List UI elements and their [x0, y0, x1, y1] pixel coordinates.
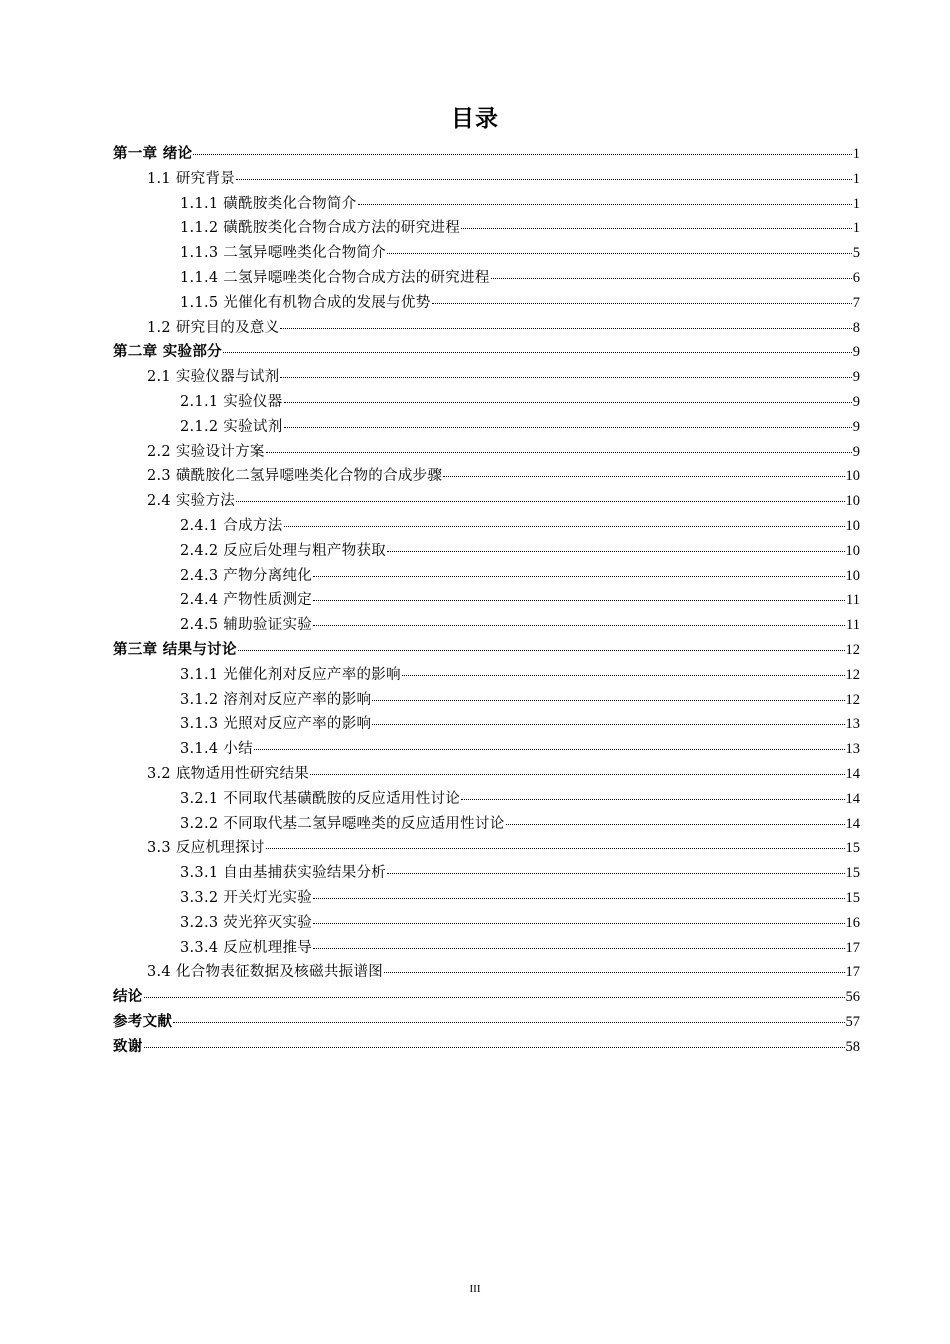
- toc-entry-page-number: 12: [845, 666, 860, 683]
- toc-entry-label: 3.3.2 开关灯光实验: [180, 889, 313, 906]
- toc-entry-label: 2.4.3 产物分离纯化: [180, 567, 313, 584]
- toc-entry-label: 3.1.3 光照对反应产率的影响: [180, 716, 372, 733]
- toc-dot-leader: [144, 996, 845, 998]
- toc-entry-label: 1.1 研究背景: [147, 170, 236, 187]
- toc-dot-leader: [506, 823, 845, 825]
- toc-dot-leader: [254, 748, 845, 750]
- toc-entry-page-number: 12: [845, 691, 860, 708]
- page-title: 目录: [451, 106, 499, 132]
- toc-subsection-entry[interactable]: [113, 588, 860, 613]
- toc-dot-leader: [310, 773, 844, 775]
- toc-dot-leader: [384, 971, 844, 973]
- toc-entry-page-number: 13: [845, 741, 860, 758]
- toc-subsection-entry[interactable]: [113, 539, 860, 564]
- toc-dot-leader: [313, 947, 844, 949]
- toc-entry-label: 2.1.1 实验仪器: [180, 393, 283, 410]
- toc-dot-leader: [193, 153, 851, 155]
- toc-subsection-entry[interactable]: [113, 936, 860, 961]
- toc-entry-label: 2.4.4 产物性质测定: [180, 592, 313, 609]
- toc-entry-page-number: 1: [852, 220, 860, 237]
- toc-entry-page-number: 1: [852, 170, 860, 187]
- toc-entry-page-number: 10: [845, 542, 860, 559]
- toc-entry-label: 2.4.1 合成方法: [180, 517, 283, 534]
- toc-entry-page-number: 12: [845, 641, 860, 658]
- toc-subsection-entry[interactable]: [113, 564, 860, 589]
- toc-subsection-entry[interactable]: [113, 861, 860, 886]
- toc-entry-page-number: 10: [845, 468, 860, 485]
- toc-dot-leader: [387, 550, 844, 552]
- toc-entry-label: 2.1 实验仪器与试剂: [147, 369, 280, 386]
- toc-dot-leader: [461, 798, 844, 800]
- toc-dot-leader: [313, 624, 845, 626]
- toc-entry-page-number: 17: [845, 939, 860, 956]
- toc-chapter-entry[interactable]: [113, 340, 860, 365]
- toc-entry-label: 1.2 研究目的及意义: [147, 319, 280, 336]
- toc-dot-leader: [284, 401, 852, 403]
- toc-dot-leader: [358, 203, 852, 205]
- toc-entry-page-number: 9: [852, 369, 860, 386]
- toc-subsection-entry[interactable]: [113, 216, 860, 241]
- toc-dot-leader: [313, 922, 844, 924]
- toc-section-entry[interactable]: [113, 167, 860, 192]
- toc-dot-leader: [443, 475, 844, 477]
- toc-dot-leader: [236, 178, 852, 180]
- toc-entry-label: 致谢: [113, 1038, 143, 1055]
- toc-dot-leader: [280, 327, 851, 329]
- toc-dot-leader: [402, 674, 845, 676]
- toc-entry-page-number: 9: [852, 344, 860, 361]
- toc-subsection-entry[interactable]: [113, 266, 860, 291]
- toc-subsection-entry[interactable]: [113, 192, 860, 217]
- toc-entry-label: 3.1.1 光催化剂对反应产率的影响: [180, 666, 401, 683]
- toc-section-entry[interactable]: [113, 365, 860, 390]
- toc-section-entry[interactable]: [113, 440, 860, 465]
- toc-entry-label: 第一章 绪论: [113, 146, 193, 162]
- toc-dot-leader: [432, 302, 852, 304]
- toc-entry-label: 1.1.4 二氢异噁唑类化合物合成方法的研究进程: [180, 269, 490, 286]
- toc-entry-page-number: 56: [845, 989, 860, 1006]
- toc-entry-label: 3.3.4 反应机理推导: [180, 939, 313, 956]
- toc-subsection-entry[interactable]: [113, 663, 860, 688]
- toc-dot-leader: [284, 525, 845, 527]
- toc-entry-label: 3.2 底物适用性研究结果: [147, 765, 310, 782]
- toc-entry-label: 3.2.2 不同取代基二氢异噁唑类的反应适用性讨论: [180, 815, 505, 832]
- toc-entry-label: 1.1.1 磺酰胺类化合物简介: [180, 195, 357, 212]
- toc-section-entry[interactable]: [113, 836, 860, 861]
- toc-entry-label: 2.3 磺酰胺化二氢异噁唑类化合物的合成步骤: [147, 468, 443, 485]
- toc-dot-leader: [238, 649, 845, 651]
- toc-entry-label: 2.4.5 辅助验证实验: [180, 617, 313, 634]
- toc-chapter-entry[interactable]: [113, 1010, 860, 1035]
- toc-dot-leader: [266, 847, 845, 849]
- toc-entry-label: 2.4.2 反应后处理与粗产物获取: [180, 542, 387, 559]
- toc-section-entry[interactable]: [113, 489, 860, 514]
- toc-chapter-entry[interactable]: [113, 142, 860, 167]
- toc-dot-leader: [461, 227, 852, 229]
- toc-subsection-entry[interactable]: [113, 911, 860, 936]
- toc-subsection-entry[interactable]: [113, 712, 860, 737]
- toc-entry-label: 3.2.1 不同取代基磺酰胺的反应适用性讨论: [180, 790, 461, 807]
- toc-entry-label: 2.4 实验方法: [147, 493, 236, 510]
- toc-dot-leader: [491, 277, 852, 279]
- toc-subsection-entry[interactable]: [113, 291, 860, 316]
- toc-entry-label: 3.2.3 荧光猝灭实验: [180, 914, 313, 931]
- toc-entry-page-number: 1: [852, 195, 860, 212]
- toc-entry-page-number: 10: [845, 493, 860, 510]
- toc-entry-label: 第三章 结果与讨论: [113, 641, 237, 658]
- toc-entry-page-number: 15: [845, 840, 860, 857]
- toc-entry-page-number: 14: [845, 790, 860, 807]
- toc-dot-leader: [387, 872, 844, 874]
- toc-entry-label: 3.3.1 自由基捕获实验结果分析: [180, 865, 387, 882]
- toc-chapter-entry[interactable]: [113, 1035, 860, 1060]
- toc-entry-page-number: 11: [846, 617, 860, 634]
- toc-subsection-entry[interactable]: [113, 812, 860, 837]
- toc-entry-label: 第二章 实验部分: [113, 344, 222, 361]
- toc-entry-page-number: 14: [845, 815, 860, 832]
- toc-entry-page-number: 13: [845, 716, 860, 733]
- toc-section-entry[interactable]: [113, 316, 860, 341]
- toc-entry-label: 3.1.2 溶剂对反应产率的影响: [180, 691, 372, 708]
- toc-subsection-entry[interactable]: [113, 390, 860, 415]
- toc-entry-label: 2.2 实验设计方案: [147, 443, 265, 460]
- toc-chapter-entry[interactable]: [113, 638, 860, 663]
- toc-entry-page-number: 10: [845, 517, 860, 534]
- toc-entry-page-number: 15: [845, 889, 860, 906]
- toc-dot-leader: [372, 699, 844, 701]
- toc-subsection-entry[interactable]: [113, 737, 860, 762]
- toc-subsection-entry[interactable]: [113, 415, 860, 440]
- toc-entry-label: 3.4 化合物表征数据及核磁共振谱图: [147, 964, 384, 981]
- toc-section-entry[interactable]: [113, 960, 860, 985]
- toc-entry-page-number: 14: [845, 765, 860, 782]
- toc-section-entry[interactable]: [113, 464, 860, 489]
- toc-entry-page-number: 6: [852, 269, 860, 286]
- toc-entry-label: 1.1.3 二氢异噁唑类化合物简介: [180, 245, 387, 262]
- toc-entry-page-number: 11: [846, 592, 860, 609]
- toc-entry-label: 3.1.4 小结: [180, 741, 253, 758]
- toc-subsection-entry[interactable]: [113, 514, 860, 539]
- toc-entry-label: 参考文献: [113, 1013, 173, 1030]
- toc-dot-leader: [266, 451, 852, 453]
- toc-subsection-entry[interactable]: [113, 241, 860, 266]
- toc-entry-page-number: 9: [852, 418, 860, 435]
- toc-dot-leader: [144, 1046, 845, 1048]
- toc-dot-leader: [173, 1021, 844, 1023]
- toc-dot-leader: [313, 897, 844, 899]
- toc-dot-leader: [313, 575, 844, 577]
- toc-section-entry[interactable]: [113, 762, 860, 787]
- toc-entry-label: 结论: [113, 989, 143, 1006]
- toc-entry-page-number: 9: [852, 393, 860, 410]
- toc-subsection-entry[interactable]: [113, 787, 860, 812]
- toc-chapter-entry[interactable]: [113, 985, 860, 1010]
- toc-subsection-entry[interactable]: [113, 613, 860, 638]
- toc-subsection-entry[interactable]: [113, 688, 860, 713]
- toc-dot-leader: [236, 500, 844, 502]
- toc-dot-leader: [284, 426, 852, 428]
- toc-entry-page-number: 16: [845, 914, 860, 931]
- toc-entry-label: 3.3 反应机理探讨: [147, 840, 265, 857]
- table-of-contents: [113, 142, 860, 1059]
- toc-entry-page-number: 1: [852, 146, 860, 162]
- toc-entry-label: 1.1.5 光催化有机物合成的发展与优势: [180, 294, 431, 311]
- toc-dot-leader: [223, 351, 852, 353]
- toc-entry-page-number: 10: [845, 567, 860, 584]
- toc-entry-page-number: 57: [845, 1013, 860, 1030]
- toc-entry-page-number: 17: [845, 964, 860, 981]
- toc-entry-page-number: 5: [852, 245, 860, 262]
- toc-dot-leader: [280, 376, 851, 378]
- toc-entry-page-number: 58: [845, 1038, 860, 1055]
- toc-dot-leader: [387, 252, 852, 254]
- toc-entry-page-number: 9: [852, 443, 860, 460]
- toc-dot-leader: [372, 723, 844, 725]
- toc-subsection-entry[interactable]: [113, 886, 860, 911]
- toc-entry-page-number: 15: [845, 865, 860, 882]
- toc-entry-label: 1.1.2 磺酰胺类化合物合成方法的研究进程: [180, 220, 461, 237]
- page-number: III: [469, 1283, 481, 1295]
- toc-entry-page-number: 7: [852, 294, 860, 311]
- toc-entry-label: 2.1.2 实验试剂: [180, 418, 283, 435]
- toc-entry-page-number: 8: [852, 319, 860, 336]
- toc-dot-leader: [313, 599, 845, 601]
